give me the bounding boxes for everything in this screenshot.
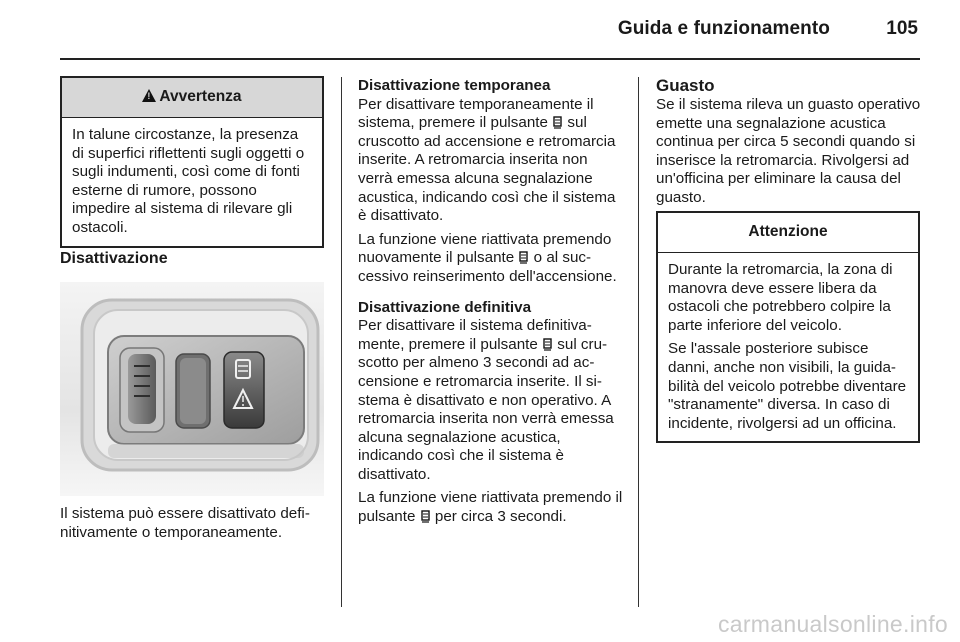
text-fragment: La funzione viene riattivata premendo nuovamente il pulsante	[358, 230, 612, 267]
left-caption	[60, 505, 326, 542]
text-fragment: sul cruscotto per almeno 3 secondi ad accensione e retromarcia inserite. Il sistema è disattivato e non operativo. A retromarcia inserita non verrà emessa alcuna segnalazione acustica, indicando così che il sistema è disattivato.	[358, 335, 614, 483]
text-fragment: per circa 3 secondi.	[434, 508, 567, 526]
temporary-deactivation-title: Disattivazione temporanea	[358, 77, 551, 94]
page-section-title: Guida e funzionamento	[617, 18, 830, 39]
warning-box-body	[62, 118, 322, 246]
column-divider-2	[638, 77, 639, 607]
text-fragment: o al successivo reinserimento dell'accensione.	[358, 249, 617, 285]
permanent-deactivation-title: Disattivazione definitiva	[358, 298, 532, 316]
column-divider-1	[341, 77, 342, 607]
temporary-deactivation-paragraph-2	[358, 231, 624, 287]
header-divider	[60, 58, 920, 60]
caution-paragraph-2: Se l'assale posteriore subisce danni, anche non visibili, la guidabilità del veicolo potrebbe diventare "stranamente" diversa. In caso di incidente, rivolgersi ad un officina.	[668, 340, 907, 432]
warning-box-header	[62, 78, 322, 118]
warning-box-title: Avvertenza	[159, 88, 242, 105]
parking-sensor-icon	[553, 116, 562, 129]
caution-box-title: Attenzione	[658, 213, 918, 253]
caption-text: Il sistema può essere disattivato definitivamente o temporaneamente.	[60, 505, 310, 541]
text-fragment: Per disattivare temporaneamente il sistema, premere il pulsante	[358, 95, 594, 132]
text-fragment: sul cruscotto ad accensione e retromarcia inserite. A retromarcia inserita non verrà emessa alcuna segnalazione acustica, indicando così che il sistema è disattivato.	[358, 114, 616, 225]
warning-box-text: In talune circostanze, la presenza di superfici riflettenti sugli oggetti o sugli indumenti, così come di fonti esterne di rumore, possono impedire al sistema di rilevare gli ostacoli.	[72, 126, 305, 236]
text-fragment: Per disattivare il sistema definitivamente, premere il pulsante	[358, 317, 592, 353]
caution-box-body	[658, 253, 918, 441]
fault-title: Guasto	[656, 76, 715, 95]
page-number: 105	[886, 18, 918, 39]
text-fragment: La funzione viene riattivata premendo il pulsante	[358, 489, 623, 526]
middle-column	[358, 77, 624, 527]
caution-paragraph-1: Durante la retromarcia, la zona di manovra deve essere libera da ostacoli che potrebbero colpire la parte inferiore del veicolo.	[668, 261, 893, 334]
fault-text: Se il sistema rileva un guasto operativo emette una segnalazione acustica continua per circa 5 secondi quando si inserisce la retromarcia. Rivolgersi ad un'officina per eliminare la causa del guasto.	[656, 96, 921, 206]
parking-sensor-icon	[543, 338, 552, 351]
warning-box	[60, 76, 324, 248]
section-heading: Disattivazione	[60, 250, 168, 267]
warning-triangle-icon	[142, 89, 156, 102]
temporary-deactivation-paragraph-1	[358, 96, 624, 226]
parking-sensor-icon	[519, 251, 528, 264]
watermark: carmanualsonline.info	[717, 611, 948, 637]
permanent-deactivation-paragraph-1	[358, 317, 624, 484]
right-column	[656, 76, 922, 208]
permanent-deactivation-paragraph-2	[358, 489, 624, 526]
dashboard-switch-photo	[60, 282, 324, 496]
caution-box	[656, 211, 920, 443]
parking-sensor-icon	[421, 510, 430, 523]
